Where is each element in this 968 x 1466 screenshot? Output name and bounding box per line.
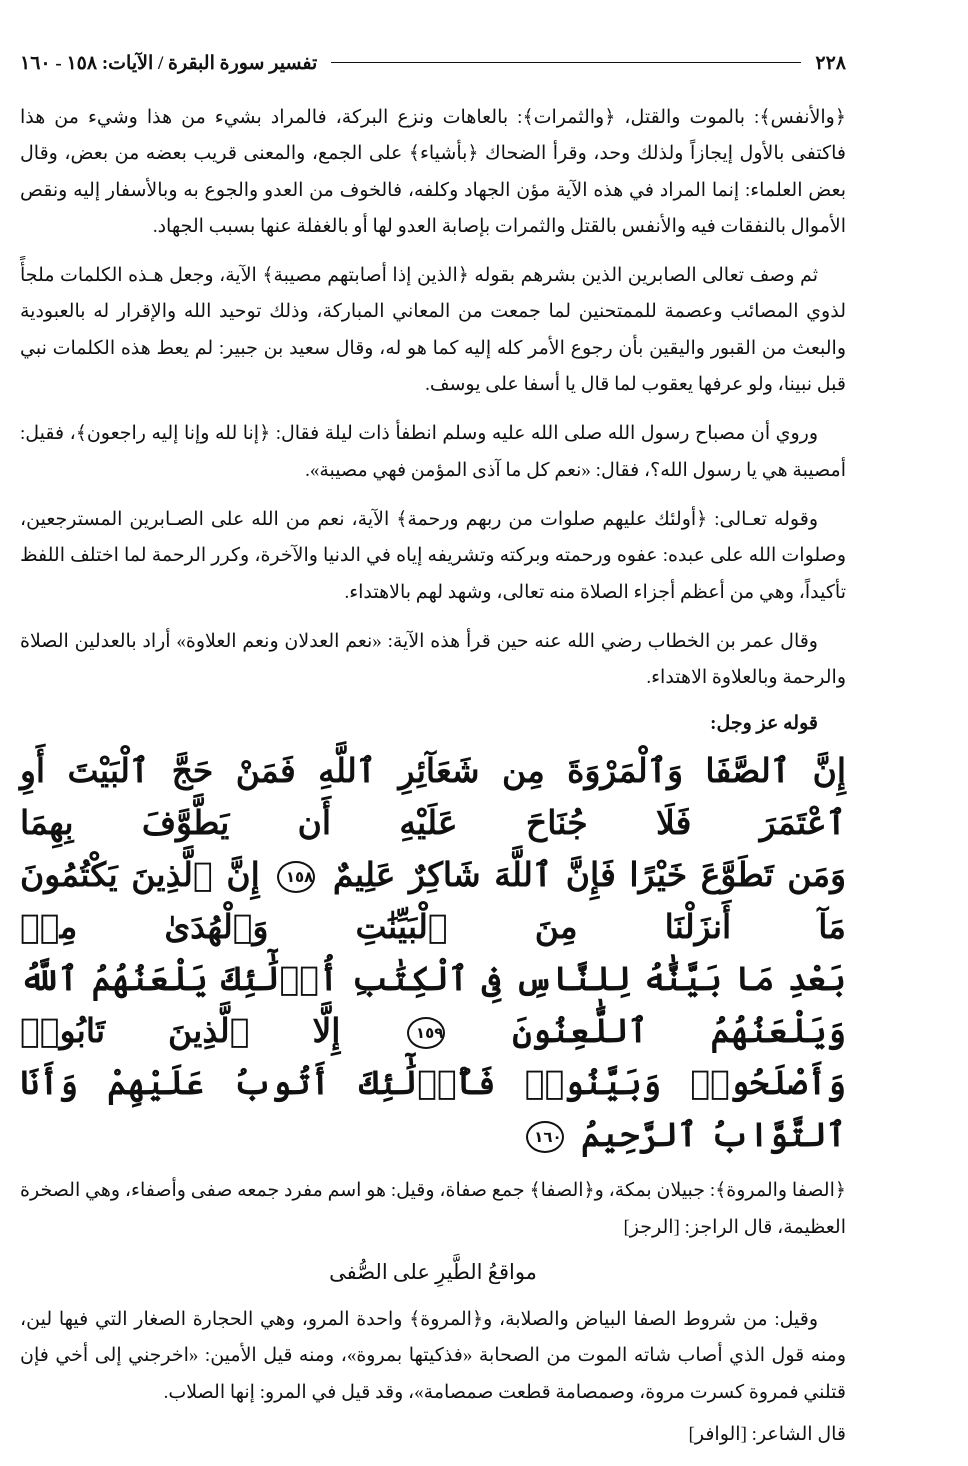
running-title: تفسير سورة البقرة / الآيات: ١٥٨ - ١٦٠ — [20, 53, 318, 74]
verse-line-4 — [20, 1057, 846, 1161]
paragraph-anfus: ﴿والأنفس﴾: بالموت والقتل، ﴿والثمرات﴾: بالعاهات ونزع البركة، فالمراد بشيء من هذا وشيء من هذا فاكتفى بالأول إيجازاً ولذلك وحد، وقرأ الضحاك ﴿بأشياء﴾ على الجمع، والمعنى قريب بعضه من بعض، وقال بعض العلماء: إنما المراد في هذه الآية مؤن الجهاد وكلفه، فالخوف من العدو والجوع به وبالأسفار إليه ونقص الأموال بالنفقات فيه والأنفس بالقتل والثمرات بإصابة العدو لها أو بالغفلة عنها بسبب الجهاد. — [20, 107, 846, 237]
paragraph-misbah: وروي أن مصباح رسول الله صلى الله عليه وسلم انطفأ ذات ليلة فقال: ﴿إنا لله وإنا إليه راجعون﴾، فقيل: أمصيبة هي يا رسول الله؟، فقال: «نعم كل ما آذى المؤمن فهي مصيبة». — [20, 423, 846, 481]
paragraph-safa: ﴿الصفا والمروة﴾: جبيلان بمكة، و﴿الصفا﴾ جمع صفاة، وقيل: هو اسم مفرد جمعه صفى وأصفاء، وهي الصخرة العظيمة، قال الراجز: [الرجز] — [20, 1180, 846, 1238]
paragraph-ulaika: وقوله تعـالى: ﴿أولئك عليهم صلوات من ربهم ورحمة﴾ الآية، نعم من الله على الصـابرين المسترجعين، وصلوات الله على عبده: عفوه ورحمته وبركته وتشريفه إياه في الدنيا والآخرة، وكرر الرحمة لما اختلف اللفظ تأكيداً، وهي من أعظم أجزاء الصلاة منه تعالى، وشهد لهم بالاهتداء. — [20, 508, 846, 603]
poem-line: مواقعُ الطَّيرِ على الصُّفى — [329, 1260, 537, 1285]
page-body — [20, 100, 846, 1453]
verse-159-start: إِنَّ ٱلَّذِينَ يَكْتُمُونَ مَآ أَنزَلْنَا مِنَ ٱلْبَيِّنَٰتِ وَٱلْهُدَىٰ مِنۢ — [20, 855, 846, 947]
verse-160-end: وَأَصْلَحُوا۟ وَبَيَّنُوا۟ فَأُو۟لَٰٓئِكَ أَتُوبُ عَلَيْهِمْ وَأَنَا ٱلتَّوَّابُ ٱلرَّحِيمُ — [20, 1063, 846, 1155]
verse-158-end: وَمَن تَطَوَّعَ خَيْرًا فَإِنَّ ٱللَّهَ شَاكِرٌ عَلِيمٌ — [332, 855, 846, 895]
verse-intro: قوله عز وجل: — [710, 713, 818, 735]
paragraph-umar: وقال عمر بن الخطاب رضي الله عنه حين قرأ هذه الآية: «نعم العدلان ونعم العلاوة» أراد بالعدلين الصلاة والرحمة وبالعلاوة الاهتداء. — [20, 630, 846, 689]
verse-line-2 — [20, 849, 846, 953]
paragraph-sabirin: ثم وصف تعالى الصابرين الذين بشرهم بقوله ﴿الذين إذا أصابتهم مصيبة﴾ الآية، وجعل هـذه الكلمات ملجأً لذوي المصائب وعصمة للممتحنين لما جمعت من المعاني المباركة، وذلك توحيد الله والإقرار له بالعبودية والبعث من القبور واليقين بأن رجوع الأمر كله إليه كما هو له، وقال سعيد بن جبير: لم يعط هذه الكلمات نبي قبل نبينا، ولو عرفها يعقوب لما قال يا أسفا على يوسف. — [20, 265, 846, 396]
paragraph-shaer: قال الشاعر: [الوافر] — [688, 1423, 846, 1445]
ayah-number-160: ١٦٠ — [526, 1121, 564, 1153]
verse-159-end: بَعْدِ مَا بَيَّنَّٰهُ لِلنَّاسِ فِى ٱلْكِتَٰبِ أُو۟لَٰٓئِكَ يَلْعَنُهُمُ ٱللَّهُ وَيَلْعَنُهُمُ ٱللَّٰعِنُونَ — [20, 959, 846, 1051]
quran-verses — [20, 745, 846, 1161]
page-number: ٢٢٨ — [815, 53, 846, 74]
verse-line-3 — [20, 953, 846, 1057]
ayah-number-158: ١٥٨ — [277, 861, 315, 893]
paragraph-marwa: وقيل: من شروط الصفا البياض والصلابة، و﴿المروة﴾ واحدة المرو، وهي الحجارة الصغار التي فيها لين، ومنه قول الذي أصاب شاته الموت من الصحابة «فذكيتها بمروة»، ومنه قيل الأمين: «اخرجني إلى أخي فإن قتلني فمروة كسرت مروة، وصمصامة قطعت صمصامة»، وقد قيل في المرو: إنها الصلاب. — [20, 1309, 846, 1403]
header-rule — [331, 62, 801, 63]
page-header — [20, 52, 846, 80]
book-page — [20, 52, 846, 1466]
verse-160-start: إِلَّا ٱلَّذِينَ تَابُوا۟ — [20, 1011, 341, 1051]
verse-line-1: إِنَّ ٱلصَّفَا وَٱلْمَرْوَةَ مِن شَعَآئِرِ ٱللَّهِ فَمَنْ حَجَّ ٱلْبَيْتَ أَوِ ٱعْتَمَرَ فَلَا جُنَاحَ عَلَيْهِ أَن يَطَّوَّفَ بِهِمَا — [20, 751, 846, 843]
ayah-number-159: ١٥٩ — [407, 1017, 445, 1049]
